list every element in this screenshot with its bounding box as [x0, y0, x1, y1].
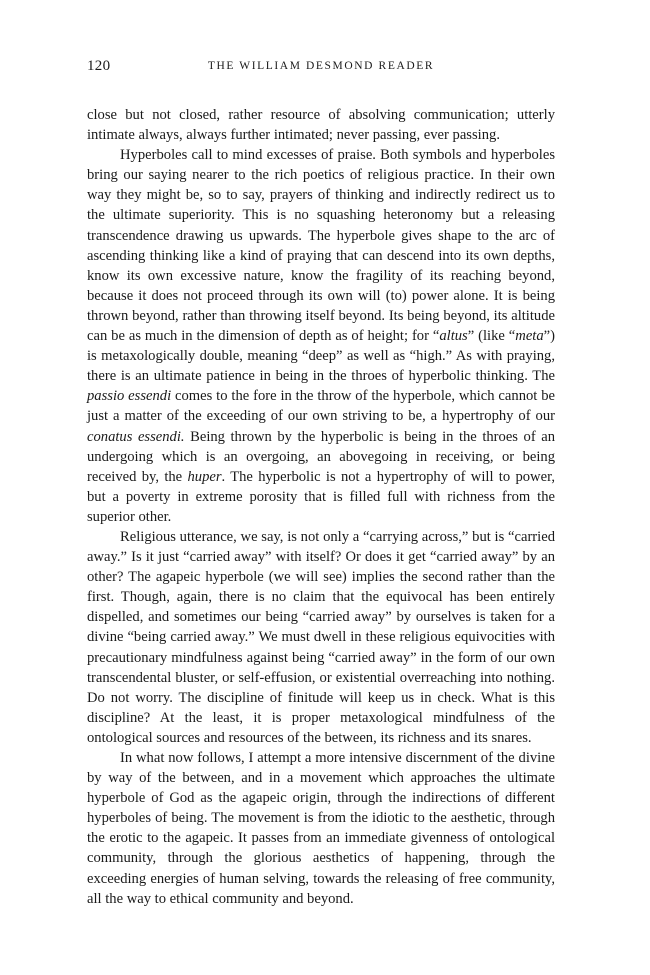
paragraph-1 [87, 105, 555, 145]
text-segment: In what now follows, I attempt a more intensive discernment of the divine by way of the between, and in a movement which approaches the ultimate hyperbole of God as the agapeic origin, through the indirections of different hyperboles of being. The movement is from the idiotic to the aesthetic, through the erotic to the agapeic. It passes from an immediate givenness of ontological community, through the glorious aesthetics of happening, through the exceeding energies of human selving, towards the releasing of free community, all the way to ethical community and beyond. [87, 750, 555, 907]
italic-term: altus [439, 328, 468, 345]
text-segment: ” (like “ [467, 328, 516, 345]
italic-term: meta [515, 328, 544, 345]
text-segment: comes to the fore in the throw of the hyperbole, which cannot be just a matter of the exceeding of our own striving to be, a hypertrophy of our [87, 388, 555, 425]
text-segment: close but not closed, rather resource of absolving communication; utterly intimate always, always further intimated; never passing, ever passing. [87, 107, 555, 144]
text-segment: . The hyperbolic is not a hypertrophy of will to power, but a poverty in extreme porosity that is filled full with richness from the superior other. [87, 468, 555, 525]
book-page [87, 58, 555, 909]
paragraph-3 [87, 527, 555, 748]
text-segment: Being thrown by the hyperbolic is being in the throes of an undergoing which is an overgoing, an abovegoing in receiving, or being received by, the [87, 428, 555, 485]
book-title: THE WILLIAM DESMOND READER [207, 60, 435, 72]
body-text [87, 105, 555, 909]
italic-term: huper [187, 468, 222, 485]
text-segment: Hyperboles call to mind excesses of praise. Both symbols and hyperboles bring our saying nearer to the rich poetics of religious practice. In their own way they might be, so to say, prayers of thinking and indirectly redirect us to the ultimate superiority. This is no squashing heteronomy but a releasing transcendence drawing us upwards. The hyperbole gives shape to the arc of ascending thinking like a kind of praying that can descend into its own depths, know its own excessive nature, know the fragility of its reaching beyond, because it does not proceed through its own will (to) power alone. It is being thrown beyond, rather than throwing itself beyond. Its being beyond, its altitude can be as much in the dimension of depth as of height; for “ [87, 147, 555, 345]
page-number: 120 [87, 58, 111, 74]
paragraph-2 [87, 145, 555, 527]
italic-term: conatus essendi. [87, 428, 185, 445]
running-header [87, 58, 555, 82]
text-segment: ”) is metaxologically double, meaning “deep” as well as “high.” As with praying, there is an ultimate patience in being in the throes of hyperbolic thinking. The [87, 328, 555, 385]
text-segment: Religious utterance, we say, is not only a “carrying across,” but is “carried away.” Is it just “carried away” with itself? Or does it get “carried away” by an other? The agapeic hyperbole (we will see) implies the second rather than the first. Though, again, there is no claim that the equivocal has been entirely dispelled, and sometimes our being “carried away” by ourselves is taken for a divine “being carried away.” We must dwell in these religious equivocities with precautionary mindfulness against being “carried away” in the form of our own transcendental bluster, or self-effusion, or existential overreaching into nothing. Do not worry. The discipline of finitude will keep us in check. What is this discipline? At the least, it is proper metaxological mindfulness of the ontological sources and resources of the between, its richness and its snares. [87, 528, 555, 746]
paragraph-4 [87, 748, 555, 909]
italic-term: passio essendi [87, 388, 172, 405]
